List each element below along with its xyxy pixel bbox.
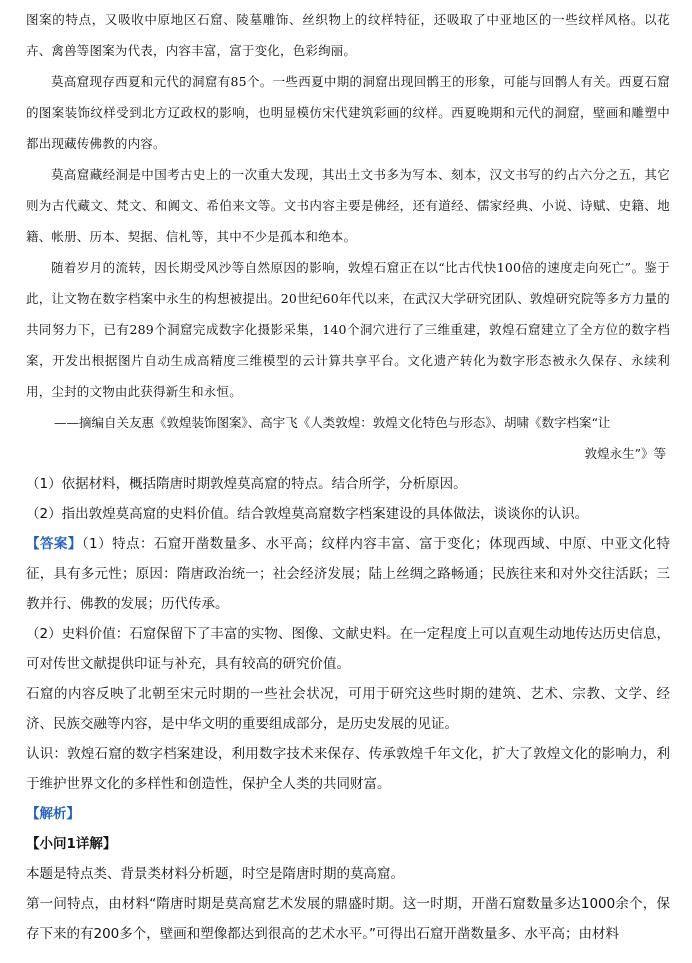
passage-paragraph-3: 莫高窟藏经洞是中国考古史上的一次重大发现，其出土文书多为写本、刻本，汉文书写的约占六分之五，其它则为古代藏文、梵文、和阗文、希伯来文等。文书内容主要是佛经，还有道经、儒家经典、小说、诗赋、史籍、地籍、帐册、历本、契据、信札等，其中不少是孤本和绝本。 xyxy=(26,167,670,244)
answer-4: 认识：敦煌石窟的数字档案建设，利用数字技术来保存、传承敦煌千年文化，扩大了敦煌文化的影响力，利于维护世界文化的多样性和创造性，保护全人类的共同财富。 xyxy=(26,746,670,792)
answer-3: 石窟的内容反映了北朝至宋元时期的一些社会状况，可用于研究这些时期的建筑、艺术、宗教、文学、经济、民族交融等内容，是中华文明的重要组成部分，是历史发展的见证。 xyxy=(26,686,670,732)
answer-1-text: （1）特点：石窟开凿数量多、水平高；纹样内容丰富、富于变化；体现西域、中原、中亚文化特征，具有多元性；原因：隋唐政治统一；社会经济发展；陆上丝绸之路畅通；民族往来和对外交往活跃；三教并行、佛教的发展；历代传承。 xyxy=(26,536,670,612)
answer-label: 【答案】 xyxy=(26,536,82,552)
question-1: （1）依据材料，概括隋唐时期敦煌莫高窟的特点。结合所学，分析原因。 xyxy=(26,476,467,492)
analysis-line-2: 第一问特点，由材料“隋唐时期是莫高窟艺术发展的鼎盛时期。这一时期，开凿石窟数量多达1000余个，保存下来的有200多个，壁画和塑像都达到很高的艺术水平。”可得出石窟开凿数量多、水平高；由材料 xyxy=(26,896,670,942)
question-2: （2）指出敦煌莫高窟的史料价值。结合敦煌莫高窟数字档案建设的具体做法，谈谈你的认识。 xyxy=(26,506,589,522)
analysis-line-1: 本题是特点类、背景类材料分析题，时空是隋唐时期的莫高窟。 xyxy=(26,866,404,882)
passage-paragraph-1: 图案的特点，又吸收中原地区石窟、陵墓雕饰、丝织物上的纹样特征，还吸取了中亚地区的一些纹样风格。以花卉、禽兽等图案为代表，内容丰富，富于变化，色彩绚丽。 xyxy=(26,12,670,58)
passage-paragraph-4: 随着岁月的流转，因长期受风沙等自然原因的影响，敦煌石窟正在以“比古代快100倍的速度走向死亡”。鉴于此，让文物在数字档案中永生的构想被提出。20世纪60年代以来，在武汉大学研究团队、敦煌研究院等多方力量的共同努力下，已有289个洞窟完成数字化摄影采集，140个洞穴进行了三维重建，敦煌石窟建立了全方位的数字档案，开发出根据图片自动生成高精度三维模型的云计算共享平台。文化遗产转化为数字形态被永久保存、永续利用，尘封的文物由此获得新生和永恒。 xyxy=(26,260,670,399)
sub-question-label: 【小问1详解】 xyxy=(26,836,117,852)
source-citation: ——摘编自关友惠《敦煌装饰图案》、高宇飞《人类敦煌：敦煌文化特色与形态》、胡啸《数字档案“让 xyxy=(54,415,611,430)
analysis-label: 【解析】 xyxy=(26,806,80,822)
passage-paragraph-2: 莫高窟现存西夏和元代的洞窟有85个。一些西夏中期的洞窟出现回鹘王的形象，可能与回鹘人有关。西夏石窟的图案装饰纹样受到北方辽政权的影响，也明显模仿宋代建筑彩画的纹样。西夏晚期和元代的洞窟，壁画和雕塑中都出现藏传佛教的内容。 xyxy=(26,74,670,151)
answer-2: （2）史料价值：石窟保留下了丰富的实物、图像、文献史料。在一定程度上可以直观生动地传达历史信息，可对传世文献提供印证与补充，具有较高的研究价值。 xyxy=(26,626,670,672)
source-citation-end: 敦煌永生”》等 xyxy=(584,446,666,461)
answer-1 xyxy=(26,529,670,619)
